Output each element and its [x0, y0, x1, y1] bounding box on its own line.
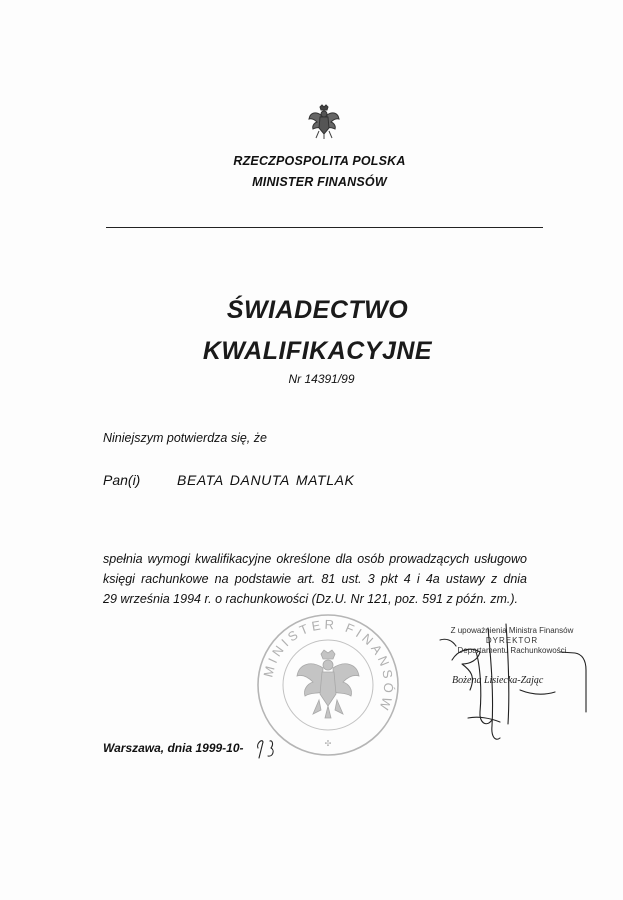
- stamp-text: MINISTER FINANSÓW: [260, 616, 397, 715]
- certificate-title: ŚWIADECTWO: [226, 296, 409, 324]
- intro-text: Niniejszym potwierdza się, że: [103, 431, 267, 445]
- svg-text:✣: ✣: [324, 739, 332, 748]
- body-line-2: księgi rachunkowe na podstawie art. 81 ust. 3 pkt 4 i 4a ustawy z dnia: [103, 572, 527, 586]
- header-ministry: MINISTER FINANSÓW: [252, 175, 387, 189]
- recipient-label: Pan(i): [103, 472, 141, 488]
- eagle-emblem-icon: [307, 104, 341, 140]
- recipient-name: BEATA DANUTA MATLAK: [177, 472, 355, 488]
- signature-title: DYREKTOR: [485, 636, 539, 645]
- signature-department: Departamentu Rachunkowości: [457, 646, 567, 655]
- signature-block: [432, 626, 592, 656]
- body-line-1: spełnia wymogi kwalifikacyjne określone dla osób prowadzących usługowo: [103, 552, 527, 566]
- header-country: RZECZPOSPOLITA POLSKA: [233, 154, 406, 168]
- signatory-name: Bożena Lisiecka-Zając: [452, 675, 544, 686]
- certificate-subtitle: KWALIFIKACYJNE: [202, 337, 433, 365]
- header-divider: [106, 227, 543, 228]
- place-and-date: Warszawa, dnia 1999-10-: [103, 741, 244, 755]
- body-line-3: 29 września 1994 r. o rachunkowości (Dz.U. Nr 121, poz. 591 z późn. zm.).: [103, 592, 518, 606]
- certificate-number: Nr 14391/99: [288, 372, 355, 386]
- ministry-stamp-icon: [255, 612, 401, 758]
- certificate-body: [103, 549, 527, 609]
- signature-authorization: Z upoważnienia Ministra Finansów: [450, 626, 574, 635]
